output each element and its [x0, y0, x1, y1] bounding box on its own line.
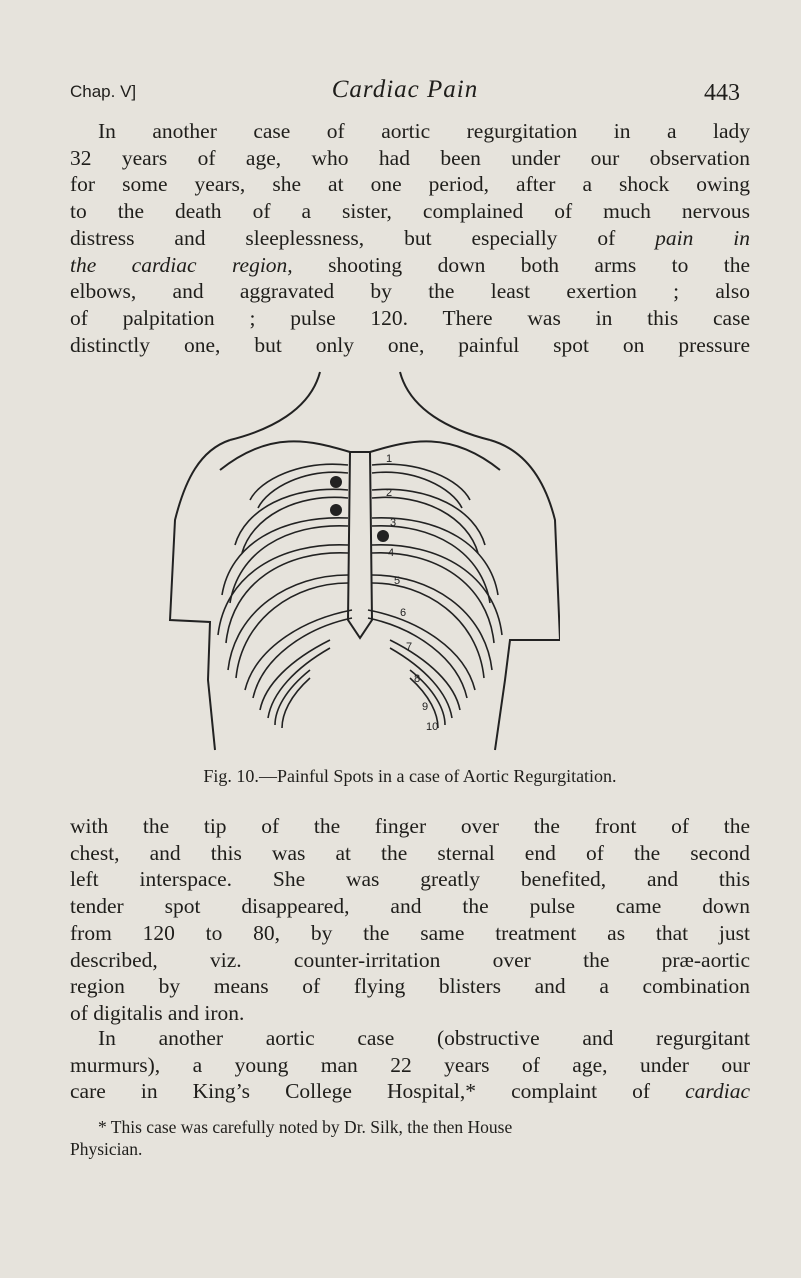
figure-caption-text: —Painful Spots in a case of Aortic Regurgitation.	[258, 766, 617, 786]
chest-diagram-figure	[160, 370, 560, 760]
rib-number: 3	[390, 517, 397, 529]
text-line: murmurs), a young man 22 years of age, under our	[70, 1052, 750, 1077]
text-line	[70, 1078, 750, 1105]
rib-number: 9	[422, 701, 429, 713]
page-number: 443	[704, 80, 740, 106]
text-line: of palpitation ; pulse 120. There was in this case	[70, 305, 750, 330]
text-line: to the death of a sister, complained of much nervous	[70, 199, 750, 224]
text-run: care in King’s College Hospital,* complaint of	[70, 1079, 651, 1104]
figure-label: Fig. 10.	[203, 766, 259, 786]
text-line: chest, and this was at the sternal end of the second	[70, 840, 750, 865]
text-line: of digitalis and iron.	[70, 1000, 245, 1025]
rib-number: 4	[388, 547, 395, 559]
text-line: In another case of aortic regurgitation in a lady	[98, 119, 750, 143]
painful-spot-marker	[377, 530, 389, 542]
running-header	[70, 76, 740, 110]
rib-number: 10	[426, 721, 439, 733]
painful-spot-marker	[330, 504, 342, 516]
neck-right-outline	[400, 372, 490, 440]
rib-number: 7	[406, 641, 413, 653]
text-line: from 120 to 80, by the same treatment as that just	[70, 920, 750, 945]
text-line: for some years, she at one period, after a shock owing	[70, 172, 750, 197]
text-line	[70, 225, 750, 252]
text-line: tender spot disappeared, and the pulse came down	[70, 894, 750, 919]
text-run: distress and sleeplessness, but especially of	[70, 225, 616, 250]
text-line: described, viz. counter-irritation over the præ-aortic	[70, 947, 750, 972]
neck-left-outline	[230, 372, 320, 440]
text-line: region by means of flying blisters and a combination	[70, 974, 750, 999]
emphasis-cardiac: cardiac	[685, 1079, 750, 1104]
paragraph-1	[70, 118, 750, 358]
text-line: with the tip of the finger over the front of the	[70, 814, 750, 838]
chest-diagram	[160, 370, 560, 760]
text-line: In another aortic case (obstructive and regurgitant	[98, 1026, 750, 1050]
footnote-line: * This case was carefully noted by Dr. Silk, the then House	[98, 1117, 513, 1137]
footnote-line: Physician.	[70, 1139, 143, 1159]
paragraph-2	[70, 813, 750, 1027]
figure-caption	[70, 766, 750, 787]
left-ribs	[218, 464, 352, 728]
text-line: elbows, and aggravated by the least exertion ; also	[70, 279, 750, 304]
rib-number: 6	[400, 607, 407, 619]
rib-number: 2	[386, 487, 393, 499]
text-line: distinctly one, but only one, painful spot on pressure	[70, 332, 750, 357]
running-title: Cardiac Pain	[331, 76, 479, 103]
rib-number: 1	[386, 453, 393, 465]
rib-line	[390, 640, 460, 710]
rib-number: 8	[414, 673, 421, 685]
rib-line	[282, 678, 310, 728]
rib-number: 5	[394, 575, 401, 587]
rib-line	[260, 640, 330, 710]
emphasis-pain: pain in	[655, 225, 750, 250]
text-line: left interspace. She was greatly benefited, and this	[70, 867, 750, 892]
paragraph-3	[70, 1025, 750, 1105]
chapter-label: Chap. V]	[70, 82, 137, 101]
rib-line	[228, 575, 348, 670]
painful-spot-marker	[330, 476, 342, 488]
right-ribs	[368, 464, 502, 728]
text-line: 32 years of age, who had been under our observation	[70, 145, 750, 170]
rib-line	[372, 575, 492, 670]
emphasis-cardiac-region: the cardiac region,	[70, 252, 293, 277]
text-run: shooting down both arms to the	[328, 252, 751, 277]
torso-left-outline	[170, 440, 230, 750]
left-clavicle	[220, 441, 350, 470]
text-line	[70, 252, 750, 279]
footnote	[70, 1116, 750, 1160]
torso-right-outline	[490, 440, 560, 750]
